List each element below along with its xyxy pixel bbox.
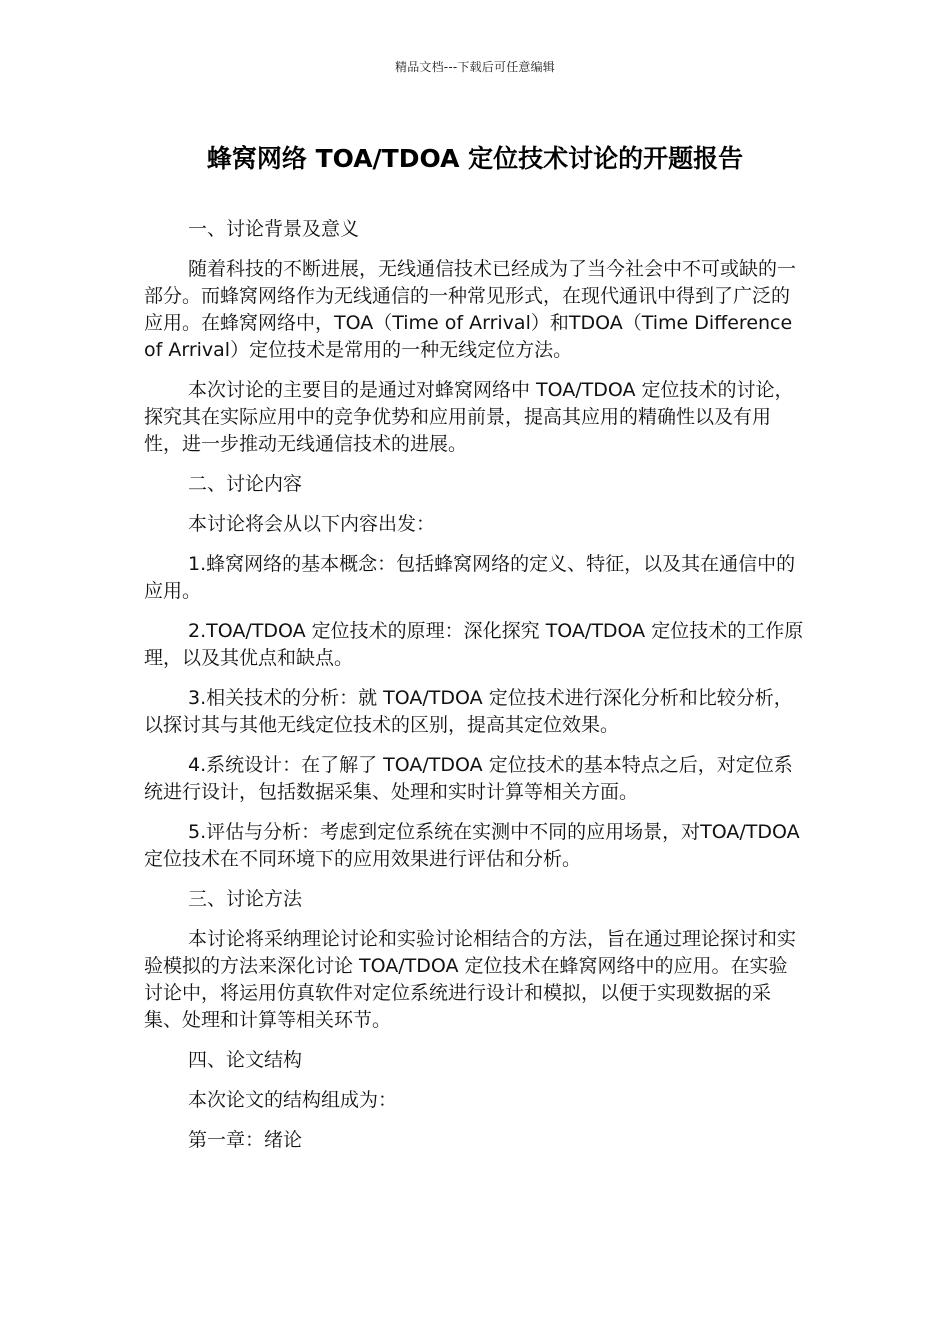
paragraph-background-1: 随着科技的不断进展，无线通信技术已经成为了当今社会中不可或缺的一部分。而蜂窝网络作为无线通信的一种常见形式，在现代通讯中得到了广泛的应用。在蜂窝网络中，TOA（Time of Arrival）和TDOA（Time Difference of Arrival）定位技术是常用的一种无线定位方法。: [144, 258, 797, 361]
paragraph-background-2: 本次讨论的主要目的是通过对蜂窝网络中 TOA/TDOA 定位技术的讨论，探究其在实际应用中的竞争优势和应用前景，提高其应用的精确性以及有用性，进一步推动无线通信技术的进展。: [144, 379, 794, 455]
section-heading-background: 一、讨论背景及意义: [188, 218, 360, 240]
list-item-content-3: 3.相关技术的分析：就 TOA/TDOA 定位技术进行深化分析和比较分析，以探讨其与其他无线定位技术的区别，提高其定位效果。: [144, 687, 793, 736]
paragraph-method: 本讨论将采纳理论讨论和实验讨论相结合的方法，旨在通过理论探讨和实验模拟的方法来深化讨论 TOA/TDOA 定位技术在蜂窝网络中的应用。在实验讨论中，将运用仿真软件对定位系统进行设计和模拟，以便于实现数据的采集、处理和计算等相关环节。: [144, 928, 797, 1031]
page-title: 蜂窝网络 TOA/TDOA 定位技术讨论的开题报告: [206, 144, 744, 173]
section-heading-method: 三、讨论方法: [188, 888, 303, 910]
section-heading-content: 二、讨论内容: [188, 473, 303, 495]
document-body: [144, 216, 806, 1167]
list-item-content-1: 1.蜂窝网络的基本概念：包括蜂窝网络的定义、特征，以及其在通信中的应用。: [144, 553, 796, 602]
section-heading-structure: 四、论文结构: [188, 1049, 303, 1071]
header-note: 精品文档---下载后可任意编辑: [395, 60, 555, 74]
list-item-content-5: 5.评估与分析：考虑到定位系统在实测中不同的应用场景，对TOA/TDOA 定位技术在不同环境下的应用效果进行评估和分析。: [144, 821, 800, 870]
paragraph-chapter-1: 第一章：绪论: [188, 1129, 303, 1151]
list-item-content-4: 4.系统设计：在了解了 TOA/TDOA 定位技术的基本特点之后，对定位系统进行设计，包括数据采集、处理和实时计算等相关方面。: [144, 754, 793, 803]
list-item-content-2: 2.TOA/TDOA 定位技术的原理：深化探究 TOA/TDOA 定位技术的工作原理，以及其优点和缺点。: [144, 620, 804, 669]
paragraph-structure-intro: 本次论文的结构组成为：: [188, 1089, 398, 1111]
paragraph-content-intro: 本讨论将会从以下内容出发：: [188, 513, 436, 535]
